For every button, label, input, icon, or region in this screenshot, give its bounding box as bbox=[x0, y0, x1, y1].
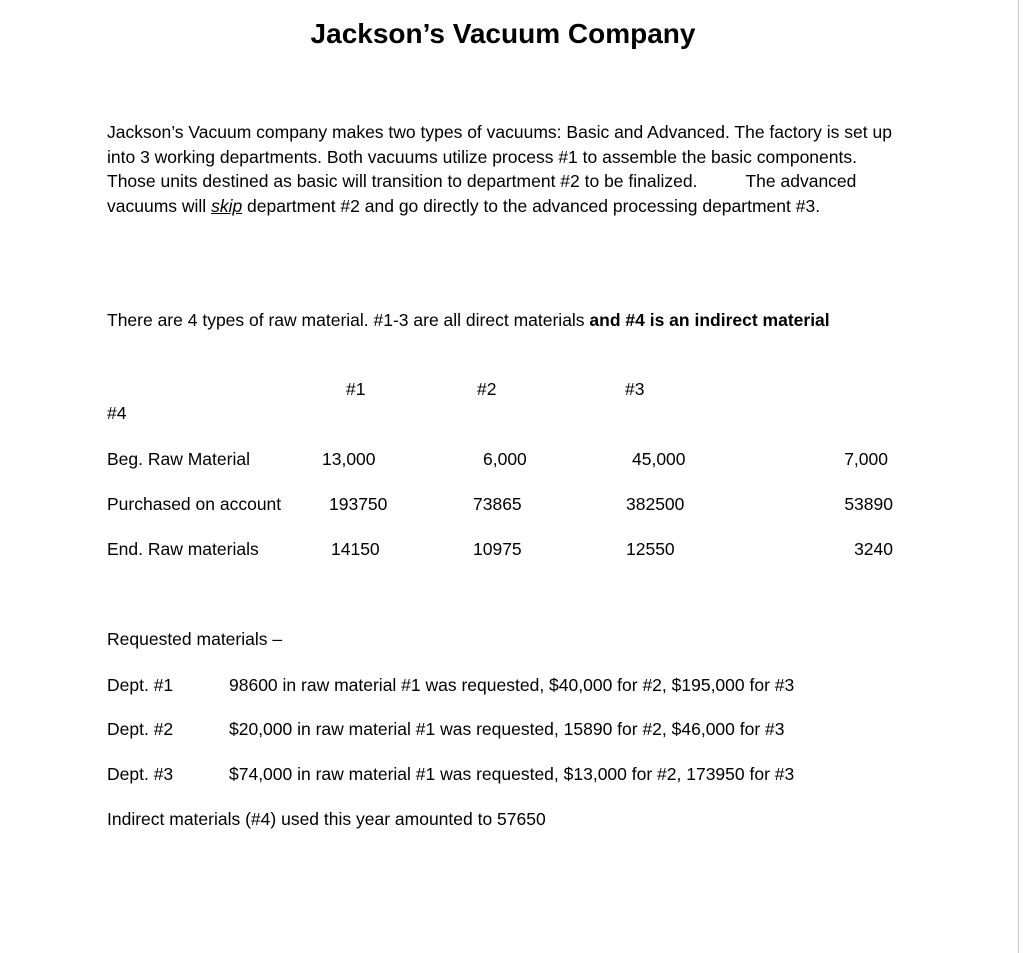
row-label-beg-raw: Beg. Raw Material bbox=[107, 449, 250, 469]
table-header-2: #2 bbox=[477, 379, 497, 399]
page-title: Jackson’s Vacuum Company bbox=[310, 18, 696, 49]
purchased-4: 53890 bbox=[844, 494, 893, 514]
materials-intro bbox=[107, 308, 867, 333]
end-raw-2: 10975 bbox=[473, 539, 522, 559]
end-raw-3: 12550 bbox=[626, 539, 675, 559]
dept-1-text: 98600 in raw material #1 was requested, $40,000 for #2, $195,000 for #3 bbox=[229, 675, 795, 695]
purchased-2: 73865 bbox=[473, 494, 522, 514]
end-raw-1: 14150 bbox=[331, 539, 380, 559]
table-header-1: #1 bbox=[346, 379, 366, 399]
materials-intro-bold: and #4 is an indirect material bbox=[589, 310, 830, 330]
dept-2-label: Dept. #2 bbox=[107, 719, 174, 739]
table-header-3: #3 bbox=[625, 379, 645, 399]
dept-1-label: Dept. #1 bbox=[107, 675, 174, 695]
purchased-1: 193750 bbox=[329, 494, 388, 514]
indirect-materials: Indirect materials (#4) used this year amounted to 57650 bbox=[107, 809, 546, 829]
end-raw-4: 3240 bbox=[854, 539, 893, 559]
intro-part3: department #2 and go directly to the advanced processing department #3. bbox=[242, 195, 821, 216]
dept-3-text: $74,000 in raw material #1 was requested, $13,000 for #2, 173950 for #3 bbox=[229, 764, 795, 784]
intro-emphasis: skip bbox=[211, 195, 243, 216]
row-label-end-raw: End. Raw materials bbox=[107, 539, 259, 559]
beg-raw-3: 45,000 bbox=[632, 449, 686, 469]
beg-raw-1: 13,000 bbox=[322, 449, 376, 469]
intro-paragraph bbox=[107, 120, 897, 218]
dept-3-label: Dept. #3 bbox=[107, 764, 174, 784]
requested-heading: Requested materials – bbox=[107, 629, 283, 649]
row-label-purchased: Purchased on account bbox=[107, 494, 282, 514]
dept-2-text: $20,000 in raw material #1 was requested, 15890 for #2, $46,000 for #3 bbox=[229, 719, 785, 739]
intro-part1: Jackson’s Vacuum company makes two types of vacuums: Basic and Advanced. The factory is set up into 3 working departments. Both vacuums utilize process #1 to assemble the basic components. Those units destined as basic will transition to department #2 to be finalized. bbox=[107, 122, 892, 191]
page-edge-line bbox=[1018, 0, 1019, 953]
materials-intro-plain: There are 4 types of raw material. #1-3 are all direct materials bbox=[107, 310, 590, 330]
purchased-3: 382500 bbox=[626, 494, 685, 514]
intro-part2: The advanced vacuums will bbox=[107, 171, 857, 216]
beg-raw-4: 7,000 bbox=[844, 449, 888, 469]
beg-raw-2: 6,000 bbox=[483, 449, 527, 469]
table-header-4: #4 bbox=[107, 403, 127, 423]
